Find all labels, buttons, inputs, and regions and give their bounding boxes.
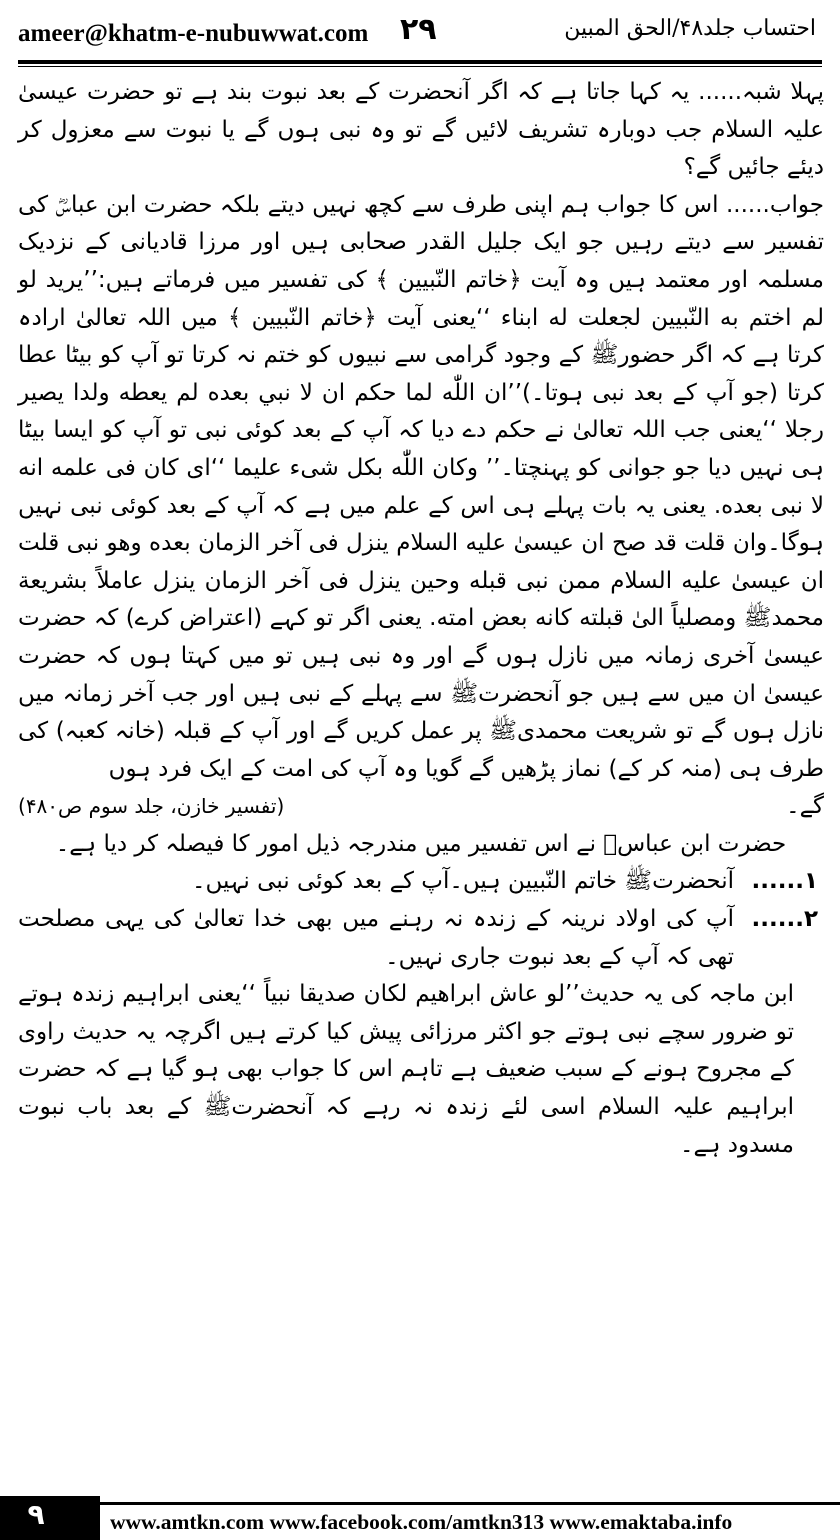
- header-rule-thin: [18, 66, 822, 67]
- list-item-1-text: آنحضرتﷺ خاتم النّبیین ہیں۔آپ کے بعد کوئی نبی نہیں۔: [192, 868, 734, 895]
- list-item-2-text: آپ کی اولاد نرینہ کے زندہ نہ رہنے میں بھی خدا تعالیٰ کی یہی مصلحت تھی کہ آپ کے بعد نبوت جاری نہیں۔: [18, 906, 734, 970]
- page-footer: [0, 1496, 840, 1540]
- summary-intro: حضرت ابن عباسؓ نے اس تفسیر میں مندرجہ ذیل امور کا فیصلہ کر دیا ہے۔: [55, 830, 787, 857]
- list-item-1-number: ۱......: [751, 868, 818, 895]
- page-content: [18, 74, 824, 1164]
- first-question-paragraph: پہلا شبہ...... یہ کہا جاتا ہے کہ اگر آنحضرت کے بعد نبوت بند ہے تو حضرت عیسیٰ علیہ السلام جب دوبارہ تشریف لائیں گے تو وہ نبی ہوں گے یا نبوت سے معزول کر دیئے جائیں گے؟: [18, 79, 824, 181]
- footer-rule: [100, 1502, 840, 1505]
- list-item-2: [18, 901, 824, 976]
- reference-line: [18, 788, 824, 826]
- page-header: [0, 0, 840, 62]
- list-item-2-number: ۲......: [751, 906, 818, 933]
- header-rule: [18, 60, 822, 64]
- hadith-paragraph: ابن ماجہ کی یہ حدیث’’لو عاش ابراهیم لکان صدیقا نبیاً ‘‘یعنی ابراہیم زندہ ہوتے تو ضرور سچے نبی ہوتے جو اکثر مرزائی پیش کیا کرتے ہیں اگرچہ یہ حدیث راوی کے مجروح ہونے کے سبب ضعیف ہے تاہم اس کا جواب بھی ہو گیا ہے کہ حضرت ابراہیم علیہ السلام اسی لئے زندہ نہ رہے کہ آنحضرتﷺ کے بعد باب نبوت مسدود ہے۔: [18, 981, 794, 1158]
- footer-page-number: ۹: [27, 1498, 45, 1531]
- header-title: احتساب جلد۴۸/الحق المبین: [564, 16, 816, 41]
- list-item-1: [18, 863, 824, 901]
- header-email[interactable]: ameer@khatm-e-nubuwwat.com: [18, 20, 369, 47]
- citation-reference: (تفسیر خازن، جلد سوم ص۴۸۰): [18, 794, 285, 819]
- paragraph-end-word: گے۔: [786, 793, 824, 820]
- footer-links[interactable]: www.amtkn.com www.facebook.com/amtkn313 www.emaktaba.info: [110, 1510, 733, 1534]
- answer-paragraph: جواب...... اس کا جواب ہم اپنی طرف سے کچھ نہیں دیتے بلکہ حضرت ابن عباسؓ کی تفسیر سے دیتے رہیں جو ایک جلیل القدر صحابی ہیں اور مرزا قادیانی کے نزدیک مسلمہ اور معتمد ہیں وہ آیت ﴿خاتم النّبیین ﴾ کی تفسیر میں فرماتے ہیں:’’یرید لو لم اختم به النّبیین لجعلت له ابناء ‘‘یعنی آیت ﴿خاتم النّبیین ﴾ میں اللہ تعالیٰ ارادہ کرتا ہے کہ اگر حضورﷺ کے وجود گرامی سے نبیوں کو ختم نہ کرتا تو آپ کو بیٹا عطا کرتا (جو آپ کے بعد نبی ہوتا۔)’’ان اللّٰه لما حکم ان لا نبي بعده لم یعطه ولدا یصیر رجلا ‘‘یعنی جب اللہ تعالیٰ نے حکم دے دیا کہ آپ کے بعد کوئی نبی تو آپ کو ایسا بیٹا ہی نہیں دیا جو جوانی کو پہنچتا۔’’ وکان اللّٰه بکل شیء علیما ‘‘ای کان فی علمه انه لا نبی بعده. یعنی یہ بات پہلے ہی اس کے علم میں ہے کہ آپ کے بعد کوئی نبی نہیں ہوگا۔وان قلت قد صح ان عیسیٰ علیه السلام ینزل فی آخر الزمان بعده وهو نبی قلت ان عیسیٰ علیه السلام ممن نبی قبله وحین ینزل فی آخر الزمان ینزل عاملاً بشریعة محمدﷺ ومصلیاً الیٰ قبلته کانه بعض امته. یعنی اگر تو کہے (اعتراض کرے) کہ حضرت عیسیٰ آخری زمانہ میں نازل ہوں گے اور وہ نبی ہیں تو میں کہتا ہوں کہ حضرت عیسیٰ ان میں سے ہیں جو آنحضرتﷺ سے پہلے کے نبی ہیں اور جب آخر زمانہ میں نازل ہوں گے تو شریعت محمدیﷺ پر عمل کریں گے اور آپ کے قبلہ (خانہ کعبہ) کی طرف ہی (منہ کر کے) نماز پڑھیں گے گویا وہ آپ کی امت کے ایک فرد ہوں: [18, 191, 824, 782]
- header-page-number: ۲۹: [400, 12, 437, 47]
